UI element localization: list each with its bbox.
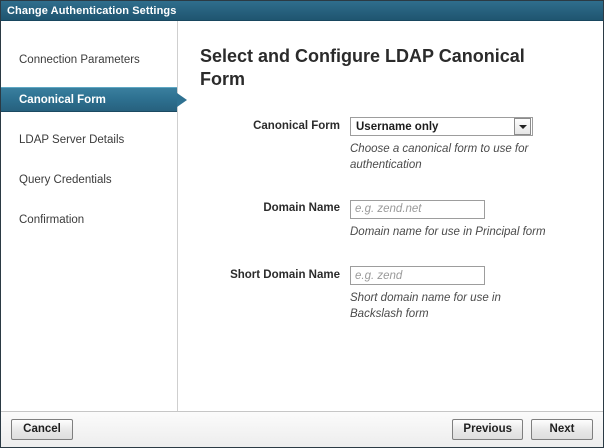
domain-name-input[interactable] <box>350 200 485 219</box>
cancel-button[interactable]: Cancel <box>11 419 73 440</box>
page-title: Select and Configure LDAP Canonical Form <box>200 46 525 89</box>
canonical-form-control <box>350 117 585 193</box>
sidebar-item-connection-parameters[interactable] <box>1 47 177 72</box>
sidebar-item-label: Query Credentials <box>19 173 112 186</box>
short-domain-name-row <box>200 266 585 343</box>
domain-name-label: Domain Name <box>263 202 340 214</box>
canonical-form-select[interactable] <box>350 117 533 136</box>
title-bar <box>1 1 603 21</box>
canonical-form-row <box>200 117 585 193</box>
short-domain-name-label: Short Domain Name <box>230 268 340 281</box>
previous-button[interactable]: Previous <box>452 419 523 440</box>
domain-name-hint: Domain name for use in Principal form <box>350 225 546 238</box>
short-domain-name-input[interactable] <box>350 266 485 285</box>
dialog-footer <box>1 411 603 447</box>
sidebar-item-ldap-server-details[interactable] <box>1 127 177 152</box>
domain-name-control <box>350 199 585 260</box>
sidebar-item-label: Canonical Form <box>19 93 106 106</box>
sidebar-item-label: Connection Parameters <box>19 53 140 66</box>
short-domain-name-control <box>350 266 585 343</box>
sidebar-item-confirmation[interactable] <box>1 207 177 232</box>
chevron-down-icon[interactable] <box>514 118 531 135</box>
sidebar-item-label: Confirmation <box>19 213 85 226</box>
dialog-body <box>1 21 603 411</box>
canonical-form-label: Canonical Form <box>253 120 340 132</box>
sidebar-item-query-credentials[interactable] <box>1 167 177 192</box>
wizard-step-list <box>1 21 178 411</box>
canonical-form-hint: Choose a canonical form to use for authentication <box>350 143 529 171</box>
wizard-page-content <box>178 21 603 411</box>
sidebar-item-label: LDAP Server Details <box>19 133 125 146</box>
short-domain-name-hint: Short domain name for use in Backslash form <box>350 292 501 320</box>
canonical-form-selected-value: Username only <box>356 120 439 133</box>
next-button[interactable]: Next <box>531 419 593 440</box>
domain-name-row <box>200 199 585 260</box>
window-title: Change Authentication Settings <box>7 4 177 17</box>
sidebar-item-canonical-form[interactable] <box>1 87 177 112</box>
